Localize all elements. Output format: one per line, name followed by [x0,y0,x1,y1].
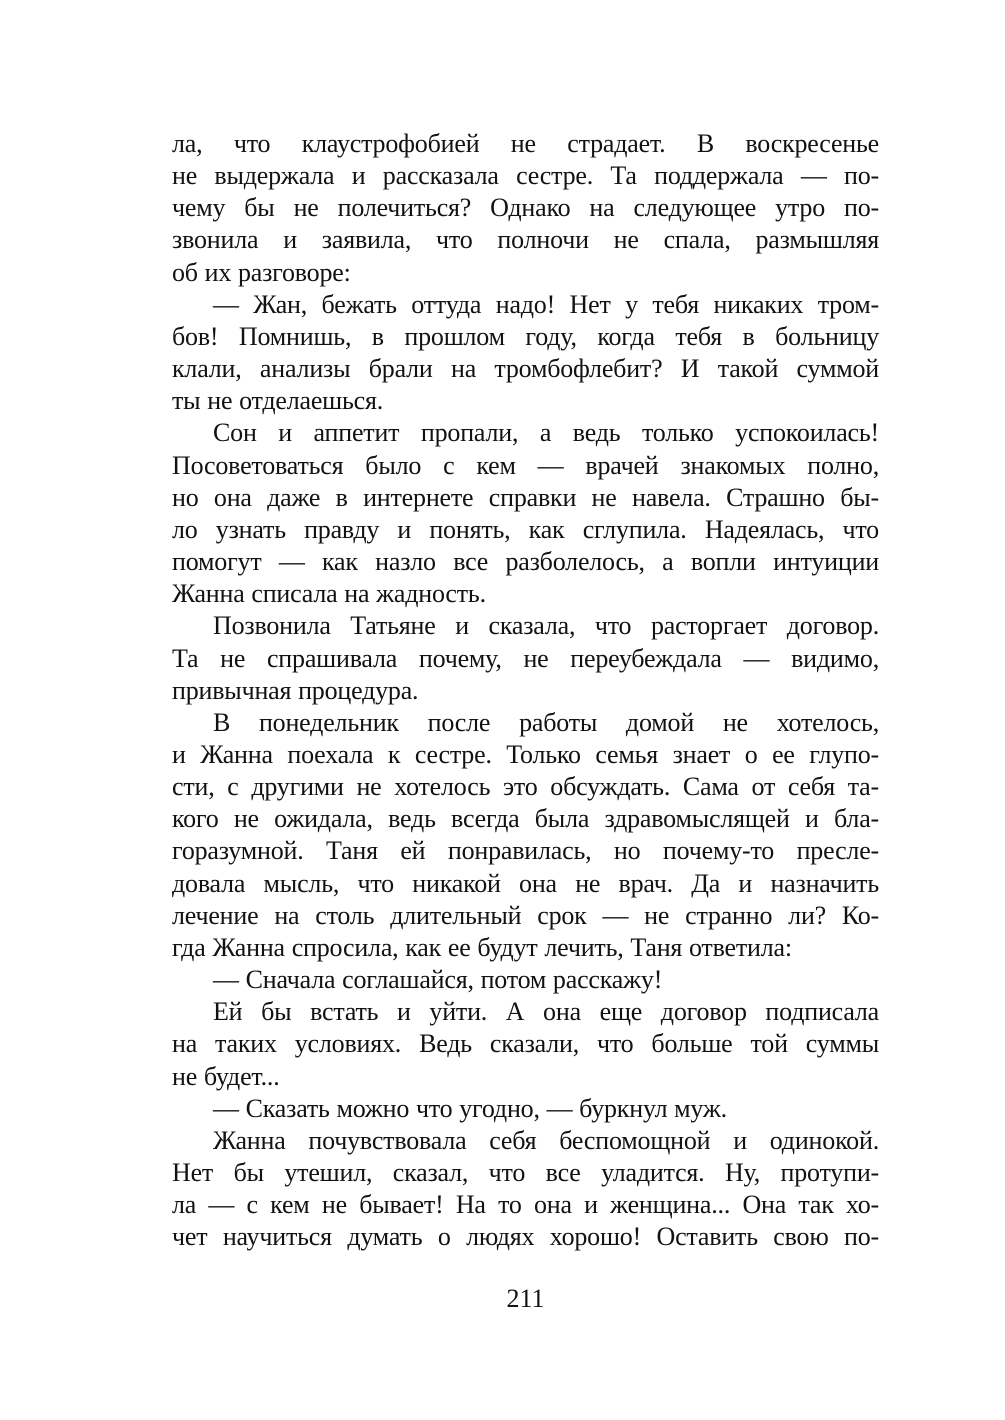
text-line: помогут — как назло все разболелось, а вопли интуиции [172,547,879,577]
text-line: гда Жанна спросила, как ее будут лечить, Таня ответила: [172,932,792,962]
text-line: и Жанна поехала к сестре. Только семья знает о ее глупо- [172,739,879,769]
paragraph [172,128,879,289]
paragraph [172,289,879,418]
text-line: чет научиться думать о людях хорошо! Оставить свою по- [172,1222,879,1252]
text-line: ло узнать правду и понять, как сглупила. Надеялась, что [172,514,879,544]
text-line: сти, с другими не хотелось это обсуждать. Сама от себя та- [172,772,879,802]
text-line: — Сказать можно что угодно, — буркнул муж. [213,1093,727,1123]
text-line: ла — с кем не бывает! На то она и женщина... Она так хо- [172,1190,879,1220]
text-line: В понедельник после работы домой не хотелось, [213,707,879,737]
paragraph [172,1125,879,1254]
text-line: звонила и заявила, что полночи не спала, размышляя [172,225,879,255]
text-line: Ей бы встать и уйти. А она еще договор подписала [213,997,879,1027]
text-line: бов! Помнишь, в прошлом году, когда тебя в больницу [172,321,879,351]
text-line: Жанна списала на жадность. [172,579,486,609]
paragraph [172,996,879,1092]
text-line: привычная процедура. [172,675,419,705]
text-line: на таких условиях. Ведь сказали, что больше той суммы [172,1029,879,1059]
text-line: лечение на столь длительный срок — не странно ли? Ко- [172,900,879,930]
paragraph [172,707,879,964]
text-line: довала мысль, что никакой она не врач. Да и назначить [172,868,879,898]
text-line: Та не спрашивала почему, не переубеждала — видимо, [172,643,879,673]
text-line: Жанна почувствовала себя беспомощной и одинокой. [213,1125,879,1155]
paragraph [172,964,879,996]
paragraph [172,1093,879,1125]
text-line: не будет... [172,1061,280,1091]
text-line: ла, что клаустрофобией не страдает. В воскресенье [172,129,879,158]
page-number: 211 [506,1284,545,1313]
text-line: Посоветоваться было с кем — врачей знакомых полно, [172,450,879,480]
text-line: — Жан, бежать оттуда надо! Нет у тебя никаких тром- [213,289,879,319]
text-line: не выдержала и рассказала сестре. Та поддержала — по- [172,161,879,191]
page-text [172,128,879,1253]
text-line: об их разговоре: [172,257,351,287]
text-line: ты не отделаешься. [172,386,384,416]
text-line: Позвонила Татьяне и сказала, что расторгает договор. [213,611,879,641]
text-line: горазумной. Таня ей понравилась, но почему-то пресле- [172,836,879,866]
text-line: Нет бы утешил, сказал, что все уладится. Ну, протупи- [172,1158,879,1187]
text-line: чему бы не полечиться? Однако на следующее утро по- [172,193,879,223]
text-line: Сон и аппетит пропали, а ведь только успокоилась! [213,418,879,448]
text-line: но она даже в интернете справки не навела. Страшно бы- [172,482,879,512]
paragraph [172,417,879,610]
text-line: клали, анализы брали на тромбофлебит? И такой суммой [172,354,879,384]
text-line: — Сначала соглашайся, потом расскажу! [213,965,663,995]
text-line: кого не ожидала, ведь всегда была здравомыслящей и бла- [172,804,879,834]
paragraph [172,610,879,706]
